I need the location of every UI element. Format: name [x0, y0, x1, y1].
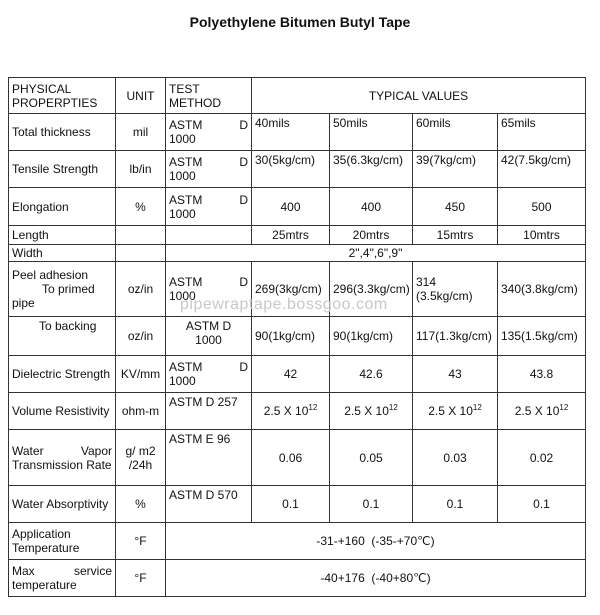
row-unit: oz/in — [116, 262, 166, 317]
value-cell: -40+176 (-40+80℃) — [166, 560, 586, 597]
header-typical-values: TYPICAL VALUES — [252, 78, 586, 114]
row-unit: °F — [116, 560, 166, 597]
table-row — [9, 151, 586, 188]
row-method — [166, 226, 252, 245]
value-cell: 0.03 — [413, 430, 498, 486]
value-cell: 40mils — [252, 114, 330, 151]
row-unit: °F — [116, 523, 166, 560]
table-row — [9, 188, 586, 226]
value-cell: 2.5 X $10^{12}$ — [413, 393, 498, 430]
value-cell: 2.5 X $10^{12}$ — [330, 393, 413, 430]
row-label: Water Vapor Transmission Rate — [9, 430, 116, 486]
watermark: pipewraptape.bossgoo.com — [180, 296, 388, 313]
value-cell: 400 — [252, 188, 330, 226]
row-unit: % — [116, 486, 166, 523]
row-method: ASTM D 1000 — [166, 262, 252, 317]
row-unit: ohm-m — [116, 393, 166, 430]
row-label: Total thickness — [9, 114, 116, 151]
value-cell: 35(6.3kg/cm) — [330, 151, 413, 188]
row-label: Water Absorptivity — [9, 486, 116, 523]
row-unit: lb/in — [116, 151, 166, 188]
header-row — [9, 78, 586, 114]
value-cell: 2",4",6",9" — [166, 245, 586, 262]
value-cell: 0.1 — [252, 486, 330, 523]
header-physical-properties: PHYSICAL PROPERPTIES — [9, 78, 116, 114]
header-unit: UNIT — [116, 78, 166, 114]
row-unit: % — [116, 188, 166, 226]
row-label: To backing — [9, 317, 116, 356]
row-method: ASTM D 1000 — [166, 114, 252, 151]
table-row — [9, 486, 586, 523]
value-cell: 450 — [413, 188, 498, 226]
row-method: ASTM D 570 — [166, 486, 252, 523]
row-unit — [116, 245, 166, 262]
row-label: Tensile Strength — [9, 151, 116, 188]
row-label: Peel adhesion To primed pipe — [9, 262, 116, 317]
value-cell: 43 — [413, 356, 498, 393]
value-cell: 60mils — [413, 114, 498, 151]
table-row — [9, 262, 586, 317]
value-cell: 0.05 — [330, 430, 413, 486]
row-method: ASTM D 257 — [166, 393, 252, 430]
value-cell: 42 — [252, 356, 330, 393]
row-unit: KV/mm — [116, 356, 166, 393]
table-row — [9, 523, 586, 560]
value-cell: 340(3.8kg/cm) — [498, 262, 586, 317]
row-method: ASTM D 1000 — [166, 317, 252, 356]
value-cell: 0.06 — [252, 430, 330, 486]
row-unit: g/ m2 /24h — [116, 430, 166, 486]
value-cell: 2.5 X $10^{12}$ — [252, 393, 330, 430]
row-method: ASTM D 1000 — [166, 188, 252, 226]
value-cell: 296(3.3kg/cm) — [330, 262, 413, 317]
header-test-method: TEST METHOD — [166, 78, 252, 114]
value-cell: 43.8 — [498, 356, 586, 393]
value-cell: 117(1.3kg/cm) — [413, 317, 498, 356]
value-cell: 15mtrs — [413, 226, 498, 245]
value-cell: 50mils — [330, 114, 413, 151]
value-cell: 400 — [330, 188, 413, 226]
value-cell: 42.6 — [330, 356, 413, 393]
value-cell: 269(3kg/cm) — [252, 262, 330, 317]
value-cell: 10mtrs — [498, 226, 586, 245]
value-cell: 314 (3.5kg/cm) — [413, 262, 498, 317]
value-cell: 500 — [498, 188, 586, 226]
row-label: Width — [9, 245, 116, 262]
row-label: Length — [9, 226, 116, 245]
table-row — [9, 430, 586, 486]
row-method: ASTM D 1000 — [166, 356, 252, 393]
table-row — [9, 226, 586, 245]
value-cell: 0.1 — [413, 486, 498, 523]
table-row — [9, 393, 586, 430]
value-cell: 42(7.5kg/cm) — [498, 151, 586, 188]
value-cell: 65mils — [498, 114, 586, 151]
value-cell: 135(1.5kg/cm) — [498, 317, 586, 356]
value-cell: 90(1kg/cm) — [330, 317, 413, 356]
row-method: ASTM E 96 — [166, 430, 252, 486]
spec-table — [8, 77, 586, 597]
document-title: Polyethylene Bitumen Butyl Tape — [189, 14, 411, 30]
value-cell: 30(5kg/cm) — [252, 151, 330, 188]
row-method: ASTM D 1000 — [166, 151, 252, 188]
value-cell: 20mtrs — [330, 226, 413, 245]
row-label: Application Temperature — [9, 523, 116, 560]
value-cell: 0.02 — [498, 430, 586, 486]
row-label: Elongation — [9, 188, 116, 226]
value-cell: 25mtrs — [252, 226, 330, 245]
value-cell: 0.1 — [498, 486, 586, 523]
row-label: Max service temperature — [9, 560, 116, 597]
row-label: Dielectric Strength — [9, 356, 116, 393]
row-unit: mil — [116, 114, 166, 151]
row-unit — [116, 226, 166, 245]
row-label: Volume Resistivity — [9, 393, 116, 430]
row-unit: oz/in — [116, 317, 166, 356]
value-cell: 39(7kg/cm) — [413, 151, 498, 188]
table-row — [9, 560, 586, 597]
table-row — [9, 356, 586, 393]
value-cell: 2.5 X $10^{12}$ — [498, 393, 586, 430]
table-row — [9, 114, 586, 151]
table-row — [9, 317, 586, 356]
value-cell: 90(1kg/cm) — [252, 317, 330, 356]
value-cell: 0.1 — [330, 486, 413, 523]
value-cell: -31-+160 (-35-+70℃) — [166, 523, 586, 560]
table-row — [9, 245, 586, 262]
